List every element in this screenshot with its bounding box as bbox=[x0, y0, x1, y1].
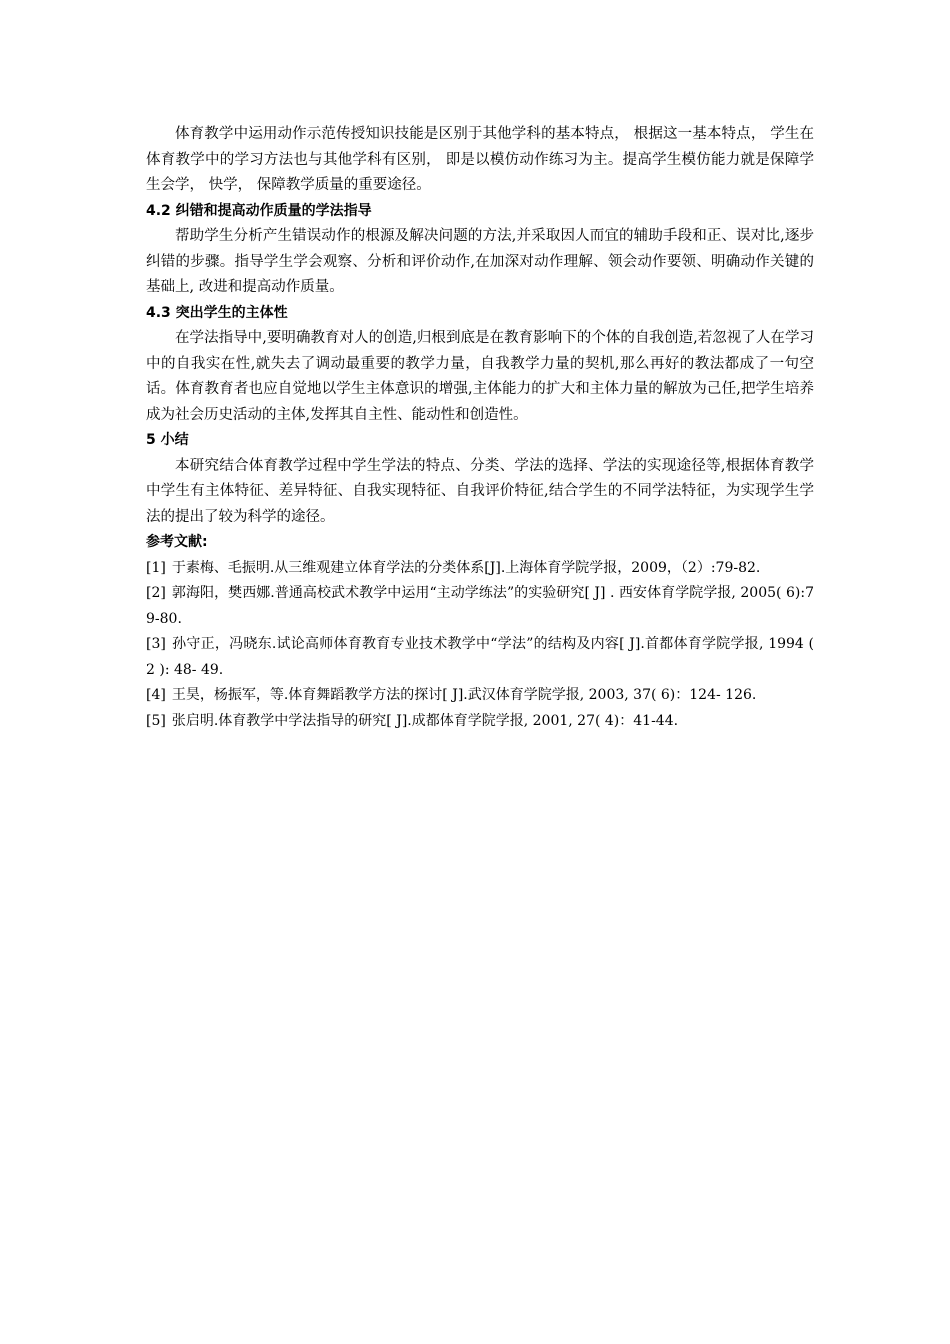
reference-text: 张启明.体育教学中学法指导的研究[ J].成都体育学院学报, 2001, 27( 4)：41-44. bbox=[171, 712, 679, 729]
reference-item bbox=[146, 683, 814, 709]
reference-number: [3] bbox=[146, 636, 166, 652]
reference-list bbox=[146, 556, 814, 735]
reference-item bbox=[146, 556, 814, 582]
reference-item bbox=[146, 632, 814, 683]
reference-number: [2] bbox=[146, 585, 166, 601]
references-heading: 参考文献: bbox=[146, 534, 208, 550]
section-4-2-heading: 4.2 纠错和提高动作质量的学法指导 bbox=[146, 202, 372, 219]
section-4-3-heading: 4.3 突出学生的主体性 bbox=[146, 304, 288, 321]
reference-number: [4] bbox=[146, 687, 166, 703]
intro-paragraph: 体育教学中运用动作示范传授知识技能是区别于其他学科的基本特点， 根据这一基本特点， 学生在体育教学中的学习方法也与其他学科有区别， 即是以模仿动作练习为主。提高学生模仿能力就是保障学生会学， 快学， 保障教学质量的重要途径。 bbox=[146, 126, 814, 193]
section-4-2-paragraph: 帮助学生分析产生错误动作的根源及解决问题的方法,并采取因人而宜的辅助手段和正、误对比,逐步纠错的步骤。指导学生学会观察、分析和评价动作,在加深对动作理解、领会动作要领、明确动作关键的基础上, 改进和提高动作质量。 bbox=[146, 228, 814, 295]
reference-item bbox=[146, 709, 814, 735]
reference-text: 王昊，杨振军，等.体育舞蹈教学方法的探讨[ J].武汉体育学院学报, 2003, 37( 6)：124- 126. bbox=[171, 687, 757, 703]
reference-text: 郭海阳，樊西娜.普通高校武术教学中运用“主动学练法”的实验研究[ J] . 西安体育学院学报, 2005( 6):79-80. bbox=[146, 585, 814, 627]
reference-number: [1] bbox=[146, 559, 166, 576]
reference-number: [5] bbox=[146, 712, 166, 729]
section-4-3-paragraph: 在学法指导中,要明确教育对人的创造,归根到底是在教育影响下的个体的自我创造,若忽视了人在学习中的自我实在性,就失去了调动最重要的教学力量，自我教学力量的契机,那么再好的教法都成了一句空话。体育教育者也应自觉地以学生主体意识的增强,主体能力的扩大和主体力量的解放为己任,把学生培养成为社会历史活动的主体,发挥其自主性、能动性和创造性。 bbox=[146, 330, 814, 423]
reference-text: 于素梅、毛振明.从三维观建立体育学法的分类体系[J].上海体育学院学报，2009，（2）:79-82. bbox=[171, 559, 761, 576]
section-5-paragraph: 本研究结合体育教学过程中学生学法的特点、分类、学法的选择、学法的实现途径等,根据体育教学中学生有主体特征、差异特征、自我实现特征、自我评价特征,结合学生的不同学法特征，为实现学生学法的提出了较为科学的途径。 bbox=[146, 457, 814, 525]
document-page bbox=[146, 122, 814, 734]
reference-item bbox=[146, 581, 814, 632]
reference-text: 孙守正，冯晓东.试论高师体育教育专业技术教学中“学法”的结构及内容[ J].首都体育学院学报, 1994 ( 2 ): 48- 49. bbox=[146, 636, 814, 678]
section-5-heading: 5 小结 bbox=[146, 432, 189, 448]
